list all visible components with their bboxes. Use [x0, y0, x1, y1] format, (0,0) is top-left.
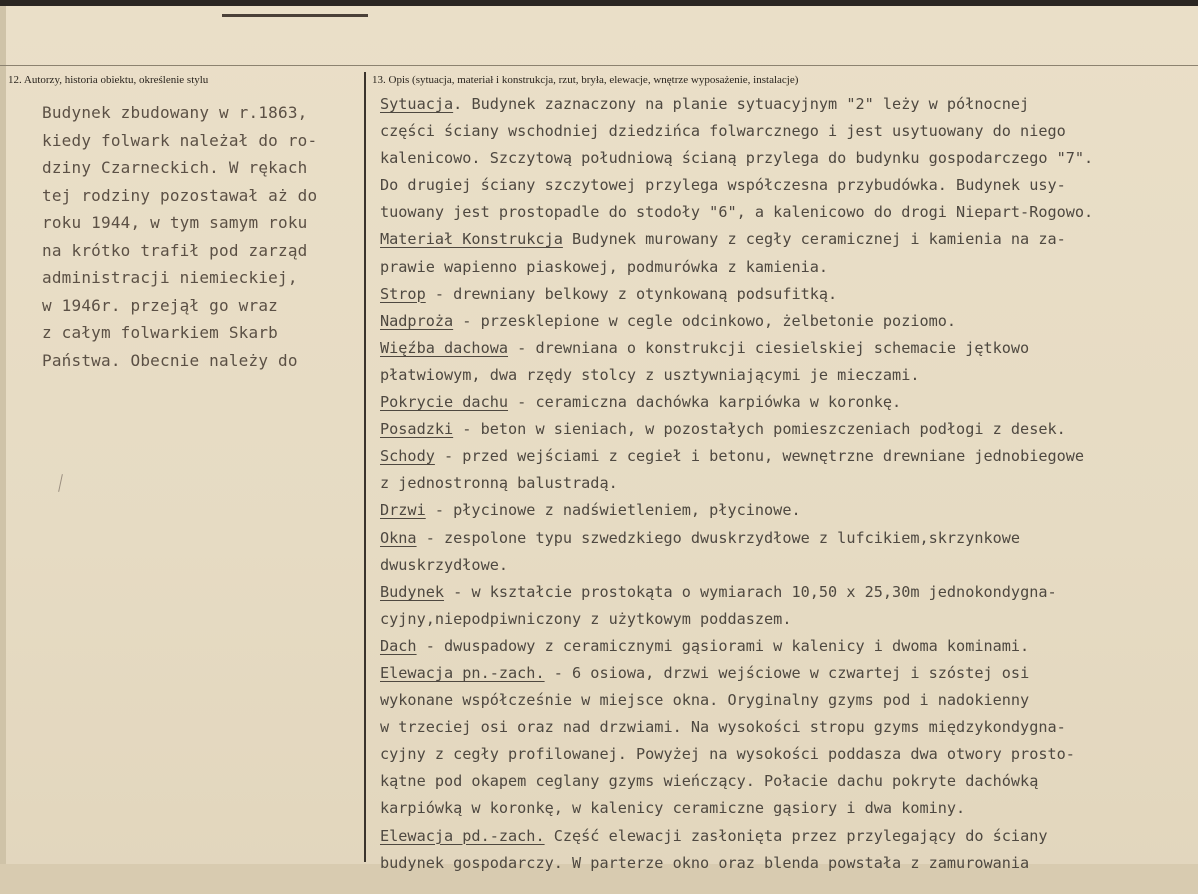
header-divider [0, 65, 1198, 66]
description-line [380, 714, 1180, 741]
line-text: - zespolone typu szwedzkiego dwuskrzydłowe z lufcikiem,skrzynkowe [416, 528, 1021, 547]
description-line [380, 199, 1180, 226]
description-text [380, 91, 1180, 877]
page-edge [0, 6, 6, 894]
history-line: w 1946r. przejął go wraz [42, 295, 278, 315]
description-line [380, 497, 1180, 524]
line-text: - dwuspadowy z ceramicznymi gąsiorami w kalenicy i dwoma kominami. [416, 636, 1030, 655]
line-text: dwuskrzydłowe. [380, 555, 509, 574]
line-text: kątne pod okapem ceglany gzyms wieńczący. Połacie dachu pokryte dachówką [380, 772, 1039, 791]
heading-term: Elewacja pd.-zach. [380, 826, 545, 845]
description-line [380, 525, 1180, 552]
section-13-label: 13. Opis (sytuacja, materiał i konstrukcja, rzut, bryła, elewacje, wnętrze wyposażenie, instalacje) [372, 74, 799, 86]
heading-term: Dach [380, 636, 417, 655]
top-rule [222, 14, 368, 17]
description-line [380, 470, 1180, 497]
history-line: kiedy folwark należał do ro- [42, 130, 318, 150]
line-text: części ściany wschodniej dziedzińca folwarcznego i jest usytuowany do niego [380, 122, 1066, 141]
history-line: na krótko trafił pod zarząd [42, 240, 308, 260]
history-line: Budynek zbudowany w r.1863, [42, 103, 308, 122]
line-text: kalenicowo. Szczytową południową ścianą przylega do budynku gospodarczego "7". [380, 149, 1094, 168]
line-text: prawie wapienno piaskowej, podmurówka z kamienia. [380, 257, 829, 276]
history-line: z całym folwarkiem Skarb [42, 323, 278, 342]
line-text: budynek gospodarczy. W parterze okno oraz blenda powstała z zamurowania [380, 853, 1030, 872]
line-text: tuowany jest prostopadle do stodoły "6", a kalenicowo do drogi Niepart-Rogowo. [380, 203, 1094, 222]
line-text: Część elewacji zasłonięta przez przylegający do ściany [544, 826, 1048, 845]
description-line [380, 416, 1180, 443]
heading-term: Więźba dachowa [380, 338, 509, 357]
line-text: Do drugiej ściany szczytowej przylega współczesna przybudówka. Budynek usy- [380, 176, 1066, 195]
line-text: cyjny z cegły profilowanej. Powyżej na wysokości poddasza dwa otwory prosto- [380, 745, 1075, 764]
heading-term: Pokrycie dachu [380, 393, 509, 412]
heading-term: Sytuacja [380, 95, 454, 113]
history-line: administracji niemieckiej, [42, 268, 298, 287]
description-line [380, 91, 1180, 118]
description-line [380, 226, 1180, 253]
heading-term: Elewacja pn.-zach. [380, 663, 545, 682]
line-text: - beton w sieniach, w pozostałych pomieszczeniach podłogi z desek. [453, 420, 1066, 439]
description-line [380, 145, 1180, 172]
line-text: - ceramiczna dachówka karpiówka w koronkę. [508, 393, 902, 412]
line-text: - płycinowe z nadświetleniem, płycinowe. [425, 501, 801, 520]
description-line [380, 741, 1180, 768]
line-text: - drewniana o konstrukcji ciesielskiej schemacie jętkowo [508, 338, 1030, 357]
description-line [380, 443, 1180, 470]
description-line [380, 389, 1180, 416]
column-divider [364, 72, 366, 862]
description-line [380, 254, 1180, 281]
description-line [380, 552, 1180, 579]
history-text [42, 99, 342, 374]
line-text: . Budynek zaznaczony na planie sytuacyjnym "2" leży w północnej [453, 95, 1030, 113]
description-line [380, 606, 1180, 633]
pencil-mark [58, 474, 63, 492]
history-line: Państwa. Obecnie należy do [42, 350, 298, 370]
description-line [380, 660, 1180, 687]
description-line [380, 687, 1180, 714]
line-text: płatwiowym, dwa rzędy stolcy z usztywniającymi je mieczami. [380, 365, 920, 384]
line-text: Budynek murowany z cegły ceramicznej i kamienia na za- [562, 230, 1066, 249]
heading-term: Okna [380, 528, 417, 547]
line-text: - 6 osiowa, drzwi wejściowe w czwartej i szóstej osi [544, 663, 1030, 682]
description-line [380, 850, 1180, 877]
heading-term: Schody [380, 447, 435, 466]
description-line [380, 768, 1180, 795]
description-line [380, 172, 1180, 199]
description-line [380, 795, 1180, 822]
line-text: - w kształcie prostokąta o wymiarach 10,50 x 25,30m jednokondygna- [444, 582, 1057, 601]
history-line: roku 1944, w tym samym roku [42, 213, 308, 232]
section-12-label: 12. Autorzy, historia obiektu, określenie stylu [8, 74, 209, 86]
heading-term: Drzwi [380, 501, 426, 520]
heading-term: Budynek [380, 582, 445, 601]
description-line [380, 335, 1180, 362]
line-text: w trzeciej osi oraz nad drzwiami. Na wysokości stropu gzyms międzykondygna- [380, 718, 1066, 737]
line-text: - przesklepione w cegle odcinkowo, żelbetonie poziomo. [453, 311, 957, 330]
history-line: dziny Czarneckich. W rękach [42, 158, 308, 177]
description-line [380, 118, 1180, 145]
description-line [380, 281, 1180, 308]
line-text: - przed wejściami z cegieł i betonu, wewnętrzne drewniane jednobiegowe [434, 447, 1085, 466]
description-line [380, 823, 1180, 850]
line-text: cyjny,niepodpiwniczony z użytkowym poddaszem. [380, 609, 792, 628]
line-text: wykonane współcześnie w miejsce okna. Oryginalny gzyms pod i nadokienny [380, 691, 1030, 710]
line-text: - drewniany belkowy z otynkowaną podsufitką. [425, 284, 838, 303]
heading-term: Posadzki [380, 420, 454, 439]
line-text: z jednostronną balustradą. [380, 474, 618, 493]
description-line [380, 362, 1180, 389]
description-line [380, 308, 1180, 335]
line-text: karpiówką w koronkę, w kalenicy ceramiczne gąsiory i dwa kominy. [380, 799, 966, 818]
description-line [380, 633, 1180, 660]
heading-term: Strop [380, 284, 426, 303]
history-line: tej rodziny pozostawał aż do [42, 185, 318, 205]
heading-term: Nadproża [380, 311, 454, 330]
description-line [380, 579, 1180, 606]
heading-term: Materiał Konstrukcja [380, 230, 563, 249]
document-page [0, 6, 1198, 894]
